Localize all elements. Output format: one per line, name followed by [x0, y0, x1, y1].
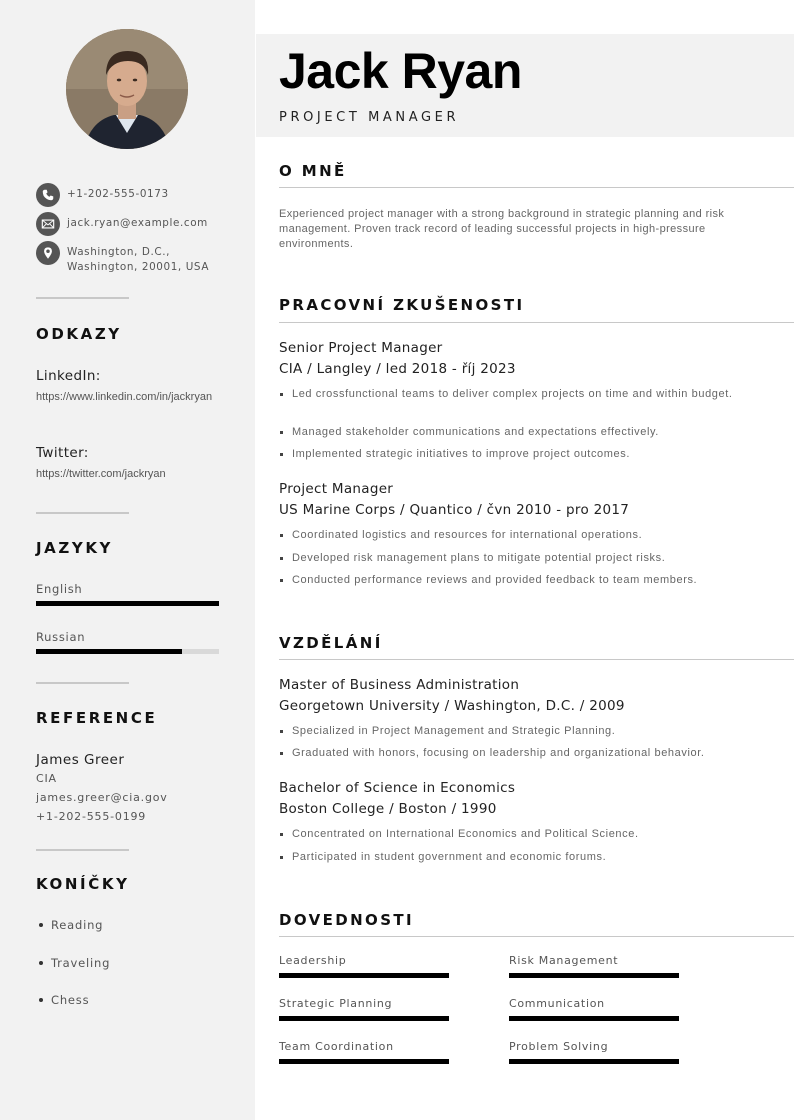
skill-name: Strategic Planning — [279, 997, 393, 1010]
skill-level-fill — [279, 973, 449, 978]
hobby-label: Traveling — [51, 956, 111, 970]
skill-level-fill — [509, 1059, 679, 1064]
phone-text: +1-202-555-0173 — [67, 188, 169, 200]
language-level-fill — [36, 601, 219, 606]
skill-level-bar — [509, 973, 679, 978]
education-entry-title: Master of Business Administration — [279, 677, 520, 693]
contact-phone — [36, 183, 169, 207]
address-line1: Washington, D.C., — [67, 246, 171, 258]
reference-phone: +1-202-555-0199 — [36, 810, 147, 823]
portrait-image — [66, 29, 188, 149]
skill-name: Team Coordination — [279, 1040, 394, 1053]
divider — [36, 297, 129, 299]
job-bullet: Led crossfunctional teams to deliver complex projects on time and within budget. — [279, 387, 749, 402]
section-rule — [279, 936, 794, 937]
languages-heading: JAZYKY — [36, 539, 114, 557]
divider — [36, 512, 129, 514]
skills-heading: DOVEDNOSTI — [279, 911, 415, 929]
reference-name: James Greer — [36, 752, 125, 768]
hobby-label: Chess — [51, 993, 90, 1007]
section-rule — [279, 322, 794, 323]
about-text: Experienced project manager with a strong background in strategic planning and risk management. Proven track record of leading successful projects in high-pressure environments. — [279, 208, 725, 250]
skill-level-bar — [279, 1059, 449, 1064]
mail-icon — [36, 212, 60, 236]
job-entry-title: Senior Project Manager — [279, 340, 443, 356]
sidebar — [0, 0, 255, 1120]
address-text — [67, 241, 209, 275]
skill-level-bar — [279, 1016, 449, 1021]
language-name: English — [36, 582, 83, 596]
phone-icon — [36, 183, 60, 207]
linkedin-label: LinkedIn: — [36, 368, 101, 384]
skill-level-bar — [279, 973, 449, 978]
reference-heading: REFERENCE — [36, 709, 158, 727]
twitter-link[interactable]: https://twitter.com/jackryan — [36, 468, 166, 480]
about-heading: O MNĚ — [279, 162, 347, 180]
education-heading: VZDĚLÁNÍ — [279, 634, 383, 652]
skill-level-fill — [279, 1016, 449, 1021]
skill-level-fill — [509, 973, 679, 978]
skill-level-bar — [509, 1016, 679, 1021]
job-title: PROJECT MANAGER — [279, 110, 460, 125]
education-entry-title: Bachelor of Science in Economics — [279, 780, 516, 796]
job-entry-title: Project Manager — [279, 481, 394, 497]
job-entry-subtitle: US Marine Corps / Quantico / čvn 2010 - pro 2017 — [279, 502, 630, 518]
language-name: Russian — [36, 630, 86, 644]
skill-level-bar — [509, 1059, 679, 1064]
education-bullet: Graduated with honors, focusing on leadership and organizational behavior. — [279, 746, 749, 761]
reference-company: CIA — [36, 772, 57, 785]
job-bullet: Developed risk management plans to mitigate potential project risks. — [279, 551, 749, 566]
job-entry-subtitle: CIA / Langley / led 2018 - říj 2023 — [279, 361, 516, 377]
candidate-name: Jack Ryan — [279, 43, 522, 99]
hobby-item — [36, 918, 103, 932]
education-entry-subtitle: Boston College / Boston / 1990 — [279, 801, 497, 817]
job-bullet: Coordinated logistics and resources for international operations. — [279, 528, 749, 543]
address-line2: Washington, 20001, USA — [67, 261, 210, 273]
contact-email — [36, 212, 208, 236]
job-bullet: Implemented strategic initiatives to improve project outcomes. — [279, 447, 749, 462]
skill-name: Communication — [509, 997, 605, 1010]
skill-name: Leadership — [279, 954, 347, 967]
language-level-bar — [36, 649, 219, 654]
skill-level-fill — [509, 1016, 679, 1021]
hobby-item — [36, 993, 89, 1007]
hobby-label: Reading — [51, 918, 104, 932]
experience-heading: PRACOVNÍ ZKUŠENOSTI — [279, 296, 525, 314]
skill-name: Problem Solving — [509, 1040, 609, 1053]
language-level-fill — [36, 649, 182, 654]
language-level-bar — [36, 601, 219, 606]
section-rule — [279, 187, 794, 188]
education-entry-subtitle: Georgetown University / Washington, D.C. / 2009 — [279, 698, 625, 714]
divider — [36, 682, 129, 684]
links-heading: ODKAZY — [36, 325, 122, 343]
job-bullet: Conducted performance reviews and provided feedback to team members. — [279, 573, 749, 588]
hobbies-heading: KONÍČKY — [36, 875, 130, 893]
linkedin-link[interactable]: https://www.linkedin.com/in/jackryan — [36, 391, 213, 403]
bullet-dot — [39, 923, 43, 927]
education-bullet: Concentrated on International Economics and Political Science. — [279, 827, 749, 842]
reference-email[interactable]: james.greer@cia.gov — [36, 791, 168, 804]
skill-level-fill — [279, 1059, 449, 1064]
divider — [36, 849, 129, 851]
profile-photo — [66, 29, 188, 149]
education-bullet: Specialized in Project Management and Strategic Planning. — [279, 724, 749, 739]
location-pin-icon — [36, 241, 60, 265]
hobby-item — [36, 956, 110, 970]
bullet-dot — [39, 961, 43, 965]
job-bullet: Managed stakeholder communications and expectations effectively. — [279, 425, 749, 440]
twitter-label: Twitter: — [36, 445, 89, 461]
education-bullet: Participated in student government and economic forums. — [279, 850, 749, 865]
section-rule — [279, 659, 794, 660]
contact-address — [36, 241, 209, 275]
email-text[interactable]: jack.ryan@example.com — [67, 217, 208, 229]
bullet-dot — [39, 998, 43, 1002]
skill-name: Risk Management — [509, 954, 619, 967]
